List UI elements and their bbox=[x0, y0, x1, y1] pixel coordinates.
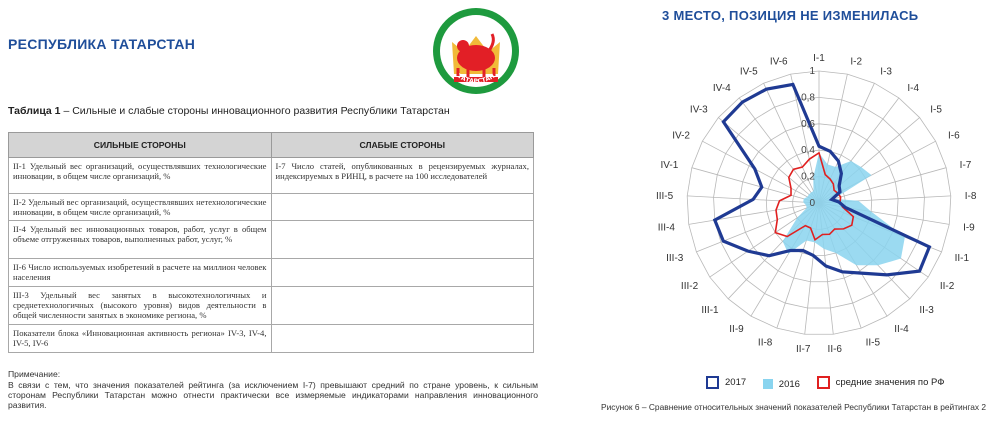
legend-swatch-2016 bbox=[763, 379, 773, 389]
axis-label: IV-1 bbox=[660, 159, 679, 171]
table-caption bbox=[8, 105, 450, 117]
legend-swatch-average bbox=[817, 376, 830, 389]
header-weak: СЛАБЫЕ СТОРОНЫ bbox=[271, 133, 534, 158]
table-row bbox=[9, 259, 534, 286]
table-caption-number: Таблица 1 bbox=[8, 105, 61, 117]
legend-item-average bbox=[817, 376, 945, 389]
cell-strong: II-4 Удельный вес инновационных товаров, работ, услуг в общем объеме отгруженных товаров, выполненных работ, услуг, % bbox=[9, 221, 272, 259]
table-row bbox=[9, 221, 534, 259]
axis-label: I-8 bbox=[964, 191, 977, 203]
header-strong: СИЛЬНЫЕ СТОРОНЫ bbox=[9, 133, 272, 158]
axis-label: III-1 bbox=[701, 304, 719, 316]
cell-strong: III-3 Удельный вес занятых в высокотехнологичных и среднетехнологичных (высокого уровня) видов деятельности в общей численности занятых в экономике региона, % bbox=[9, 286, 272, 324]
legend-item-2016 bbox=[763, 379, 800, 390]
radial-tick-label: 0,2 bbox=[801, 171, 815, 183]
table-row bbox=[9, 158, 534, 194]
legend-label-average: средние значения по РФ bbox=[835, 377, 945, 388]
strengths-weaknesses-table bbox=[8, 132, 534, 353]
axis-label: I-7 bbox=[959, 159, 972, 171]
axis-label: IV-5 bbox=[739, 66, 758, 78]
cell-strong: Показатели блока «Инновационная активность региона» IV-3, IV-4, IV-5, IV-6 bbox=[9, 324, 272, 352]
axis-label: IV-4 bbox=[712, 82, 731, 94]
legend-label-2016: 2016 bbox=[778, 378, 800, 390]
cell-weak bbox=[271, 194, 534, 221]
tatarstan-emblem-icon bbox=[430, 6, 522, 96]
axis-label: II-5 bbox=[865, 337, 881, 349]
axis-label: III-2 bbox=[680, 280, 699, 292]
note-text: В связи с тем, что значения показателей рейтинга (за исключением I-7) превышают средний по стране уровень, к сильным сторонам Республики Татарстан можно отнести практически все измеряемые индикаторами направления инновационного развития. bbox=[8, 380, 538, 411]
axis-label: II-9 bbox=[729, 324, 744, 336]
axis-label: II-2 bbox=[939, 280, 955, 292]
table-row bbox=[9, 286, 534, 324]
cell-strong: II-6 Число используемых изобретений в расчете на миллион человек населения bbox=[9, 259, 272, 286]
cell-weak bbox=[271, 286, 534, 324]
axis-label: I-2 bbox=[850, 56, 863, 68]
table-row bbox=[9, 324, 534, 352]
cell-weak bbox=[271, 324, 534, 352]
cell-strong: II-2 Удельный вес организаций, осуществлявших нетехнологические инновации, в общем числе организаций, % bbox=[9, 194, 272, 221]
axis-label: I-6 bbox=[947, 130, 960, 142]
table-row bbox=[9, 194, 534, 221]
axis-label: IV-3 bbox=[689, 104, 708, 116]
cell-weak: I-7 Число статей, опубликованных в рецензируемых журналах, индексируемых в РИНЦ, в расчете на 100 исследователей bbox=[271, 158, 534, 194]
table-caption-text: – Сильные и слабые стороны инновационного развития Республики Татарстан bbox=[60, 105, 450, 117]
axis-label: IV-2 bbox=[672, 130, 691, 142]
radial-tick-label: 0,4 bbox=[801, 145, 815, 157]
cell-strong: II-1 Удельный вес организаций, осуществлявших технологические инновации, в общем числе организаций, % bbox=[9, 158, 272, 194]
axis-label: I-1 bbox=[813, 53, 825, 64]
radar-chart bbox=[640, 28, 990, 373]
place-title: 3 МЕСТО, ПОЗИЦИЯ НЕ ИЗМЕНИЛАСЬ bbox=[662, 8, 919, 23]
legend-item-2017 bbox=[706, 376, 746, 389]
axis-label: II-3 bbox=[919, 304, 934, 316]
axis-label: II-1 bbox=[954, 253, 970, 265]
figure-caption: Рисунок 6 – Сравнение относительных значений показателей Республики Татарстан в рейтингах 2 bbox=[601, 402, 987, 412]
axis-label: IV-6 bbox=[769, 56, 788, 68]
axis-label: II-4 bbox=[894, 324, 909, 336]
radial-tick-label: 1 bbox=[809, 66, 815, 77]
emblem-ring-text: ТАТАРСТАН bbox=[456, 72, 496, 85]
axis-label: III-3 bbox=[666, 253, 684, 265]
axis-label: II-7 bbox=[795, 344, 811, 356]
radial-tick-label: 0 bbox=[809, 198, 815, 209]
grid-spoke bbox=[718, 118, 819, 203]
cell-weak bbox=[271, 221, 534, 259]
table-header-row bbox=[9, 133, 534, 158]
axis-label: I-3 bbox=[880, 66, 892, 78]
legend-swatch-2017 bbox=[706, 376, 719, 389]
legend-label-2017: 2017 bbox=[725, 377, 747, 388]
axis-label: III-4 bbox=[657, 222, 675, 234]
axis-label: II-6 bbox=[827, 344, 843, 356]
region-title: РЕСПУБЛИКА ТАТАРСТАН bbox=[8, 36, 196, 52]
axis-label: I-4 bbox=[907, 82, 920, 94]
axis-label: I-9 bbox=[963, 222, 975, 234]
axis-label: II-8 bbox=[757, 337, 773, 349]
note-title: Примечание: bbox=[8, 369, 61, 379]
chart-legend bbox=[706, 376, 958, 392]
cell-weak bbox=[271, 259, 534, 286]
axis-label: III-5 bbox=[655, 191, 674, 203]
radial-tick-label: 0,6 bbox=[801, 118, 815, 130]
axis-label: I-5 bbox=[930, 104, 942, 116]
radial-tick-label: 0,8 bbox=[801, 92, 815, 104]
